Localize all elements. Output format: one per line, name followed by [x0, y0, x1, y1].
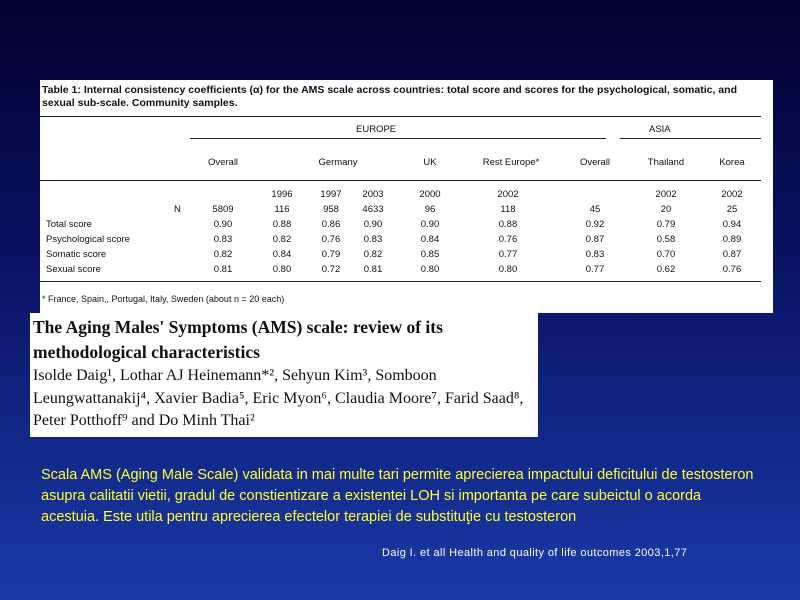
row-label: Psychological score [46, 234, 130, 245]
n-label: N [174, 204, 181, 215]
table-cell: 0.80 [498, 264, 518, 275]
table-cell: 0.84 [272, 249, 292, 260]
table-cell: 0.87 [585, 234, 605, 245]
column-header: Overall [207, 157, 239, 168]
table-cell: 0.82 [363, 249, 383, 260]
column-header: Overall [579, 157, 611, 168]
table-rule-top [40, 116, 761, 117]
year-cell: 2002 [721, 189, 743, 200]
table-cell: 0.76 [722, 264, 742, 275]
table-cell: 0.83 [363, 234, 383, 245]
table-cell: 0.79 [321, 249, 341, 260]
row-label: Somatic score [46, 249, 107, 260]
n-cell: 20 [660, 204, 672, 215]
n-cell: 118 [500, 204, 516, 215]
table-cell: 0.62 [656, 264, 676, 275]
row-label: Total score [46, 219, 92, 230]
table-cell: 0.84 [420, 234, 440, 245]
table-cell: 0.83 [585, 249, 605, 260]
paper-title: The Aging Males' Symptoms (AMS) scale: review of its methodological characteristics [33, 317, 443, 362]
table-cell: 0.87 [722, 249, 742, 260]
row-label: Sexual score [46, 264, 101, 275]
n-cell: 116 [274, 204, 290, 215]
table-cell: 0.77 [498, 249, 518, 260]
table-cell: 0.86 [321, 219, 341, 230]
table-cell: 0.82 [213, 249, 233, 260]
asia-rule [620, 138, 761, 139]
n-cell: 96 [424, 204, 436, 215]
column-header: Korea [719, 157, 745, 168]
table-image [40, 80, 773, 313]
table-cell: 0.85 [420, 249, 440, 260]
n-cell: 958 [323, 204, 339, 215]
table-cell: 0.88 [272, 219, 292, 230]
table-cell: 0.77 [585, 264, 605, 275]
n-cell: 45 [589, 204, 601, 215]
table-cell: 0.80 [272, 264, 292, 275]
n-cell: 4633 [362, 204, 384, 215]
n-cell: 5809 [212, 204, 234, 215]
slide-citation: Daig I. et all Health and quality of life outcomes 2003,1,77 [382, 547, 688, 559]
year-cell: 1997 [320, 189, 342, 200]
slide-caption: Scala AMS (Aging Male Scale) validata in mai multe tari permite aprecierea impactului deficitului de testosteron asupra calitatii vietii, gradul de constientizare a existentei LOH si importanta pe care subeictul o acorda acestuia. Este utila pentru aprecierea efectelor terapiei de substituţie cu testosteron [41, 467, 754, 525]
table-cell: 0.58 [656, 234, 676, 245]
table-title: Table 1: Internal consistency coefficients (α) for the AMS scale across countries: total score and scores for the psychological, somatic, and sexual sub-scale. Community samples. [42, 84, 737, 109]
table-cell: 0.88 [498, 219, 518, 230]
table-cell: 0.79 [656, 219, 676, 230]
table-rule-bottom [40, 281, 761, 282]
table-cell: 0.92 [585, 219, 605, 230]
column-header: Germany [318, 157, 358, 168]
table-cell: 0.82 [272, 234, 292, 245]
table-cell: 0.76 [321, 234, 341, 245]
table-cell: 0.90 [213, 219, 233, 230]
column-header: UK [423, 157, 437, 168]
year-cell: 2002 [497, 189, 519, 200]
table-cell: 0.72 [321, 264, 341, 275]
n-cell: 25 [726, 204, 738, 215]
column-header: Rest Europe* [482, 157, 540, 168]
table-cell: 0.76 [498, 234, 518, 245]
paper-authors: Isolde Daig¹, Lothar AJ Heinemann*², Sehyun Kim³, Somboon Leungwattanakij⁴, Xavier Badia⁵, Eric Myon⁶, Claudia Moore⁷, Farid Saad⁸, Peter Potthoff⁹ and Do Minh Thai² [33, 367, 524, 429]
table-cell: 0.90 [420, 219, 440, 230]
table-cell: 0.81 [213, 264, 233, 275]
table-cell: 0.94 [722, 219, 742, 230]
table-cell: 0.81 [363, 264, 383, 275]
column-header: Thailand [647, 157, 685, 168]
table-cell: 0.83 [213, 234, 233, 245]
paper-header-image [30, 313, 538, 437]
year-cell: 2003 [362, 189, 384, 200]
table-cell: 0.70 [656, 249, 676, 260]
table-footnote: * France, Spain,, Portugal, Italy, Sweden (about n = 20 each) [42, 294, 285, 304]
year-cell: 2000 [419, 189, 441, 200]
year-cell: 2002 [655, 189, 677, 200]
table-cell: 0.90 [363, 219, 383, 230]
year-cell: 1996 [271, 189, 293, 200]
europe-rule [190, 138, 606, 139]
table-rule-mid [40, 180, 761, 181]
table-cell: 0.80 [420, 264, 440, 275]
region-asia: ASIA [649, 124, 671, 135]
table-cell: 0.89 [722, 234, 742, 245]
region-europe: EUROPE [356, 124, 397, 135]
